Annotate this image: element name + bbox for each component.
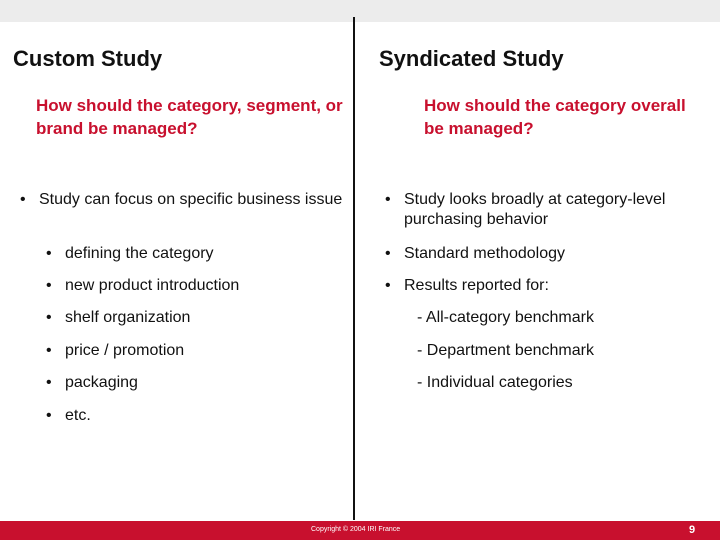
bullet-icon: • [385, 245, 391, 262]
bullet-icon: • [20, 191, 26, 208]
list-item [46, 308, 336, 328]
list-item-text: shelf organization [65, 309, 191, 326]
list-item [46, 244, 336, 264]
bullet-icon: • [385, 277, 391, 294]
sub-list-item: - Department benchmark [417, 342, 594, 359]
list-item-text: Results reported for: [404, 277, 549, 294]
bullet-icon: • [46, 374, 52, 391]
bullet-icon: • [46, 245, 52, 262]
page-number: 9 [689, 524, 696, 536]
list-item [20, 190, 345, 210]
list-item [46, 373, 336, 393]
list-item-text: defining the category [65, 245, 214, 262]
list-item-text: etc. [65, 407, 91, 424]
bullet-icon: • [46, 342, 52, 359]
column-divider [353, 17, 355, 520]
list-item [46, 276, 336, 296]
list-item [385, 244, 705, 264]
sub-list-item: - Individual categories [417, 374, 573, 391]
list-item-text: new product introduction [65, 277, 240, 294]
list-item [385, 190, 710, 230]
syndicated-study-question: How should the category overall be managed? [424, 96, 686, 138]
bullet-icon: • [46, 407, 52, 424]
list-item [46, 406, 336, 426]
list-item-text: Study can focus on specific business issue [39, 191, 343, 208]
sub-list-item: - All-category benchmark [417, 309, 594, 326]
top-band [0, 0, 720, 22]
list-item [385, 276, 705, 296]
bullet-icon: • [46, 277, 52, 294]
list-item-text: Study looks broadly at category-level purchasing behavior [404, 191, 666, 228]
list-item-text: Standard methodology [404, 245, 565, 262]
list-item-text: price / promotion [65, 342, 185, 359]
footer-bar [0, 521, 720, 540]
bullet-icon: • [385, 191, 391, 208]
syndicated-study-title: Syndicated Study [379, 46, 564, 71]
list-item-text: packaging [65, 374, 138, 391]
bullet-icon: • [46, 309, 52, 326]
custom-study-question: How should the category, segment, or brand be managed? [36, 96, 343, 138]
custom-study-title: Custom Study [13, 46, 163, 71]
copyright-text: Copyright © 2004 IRI France [311, 526, 401, 533]
list-item [46, 341, 336, 361]
